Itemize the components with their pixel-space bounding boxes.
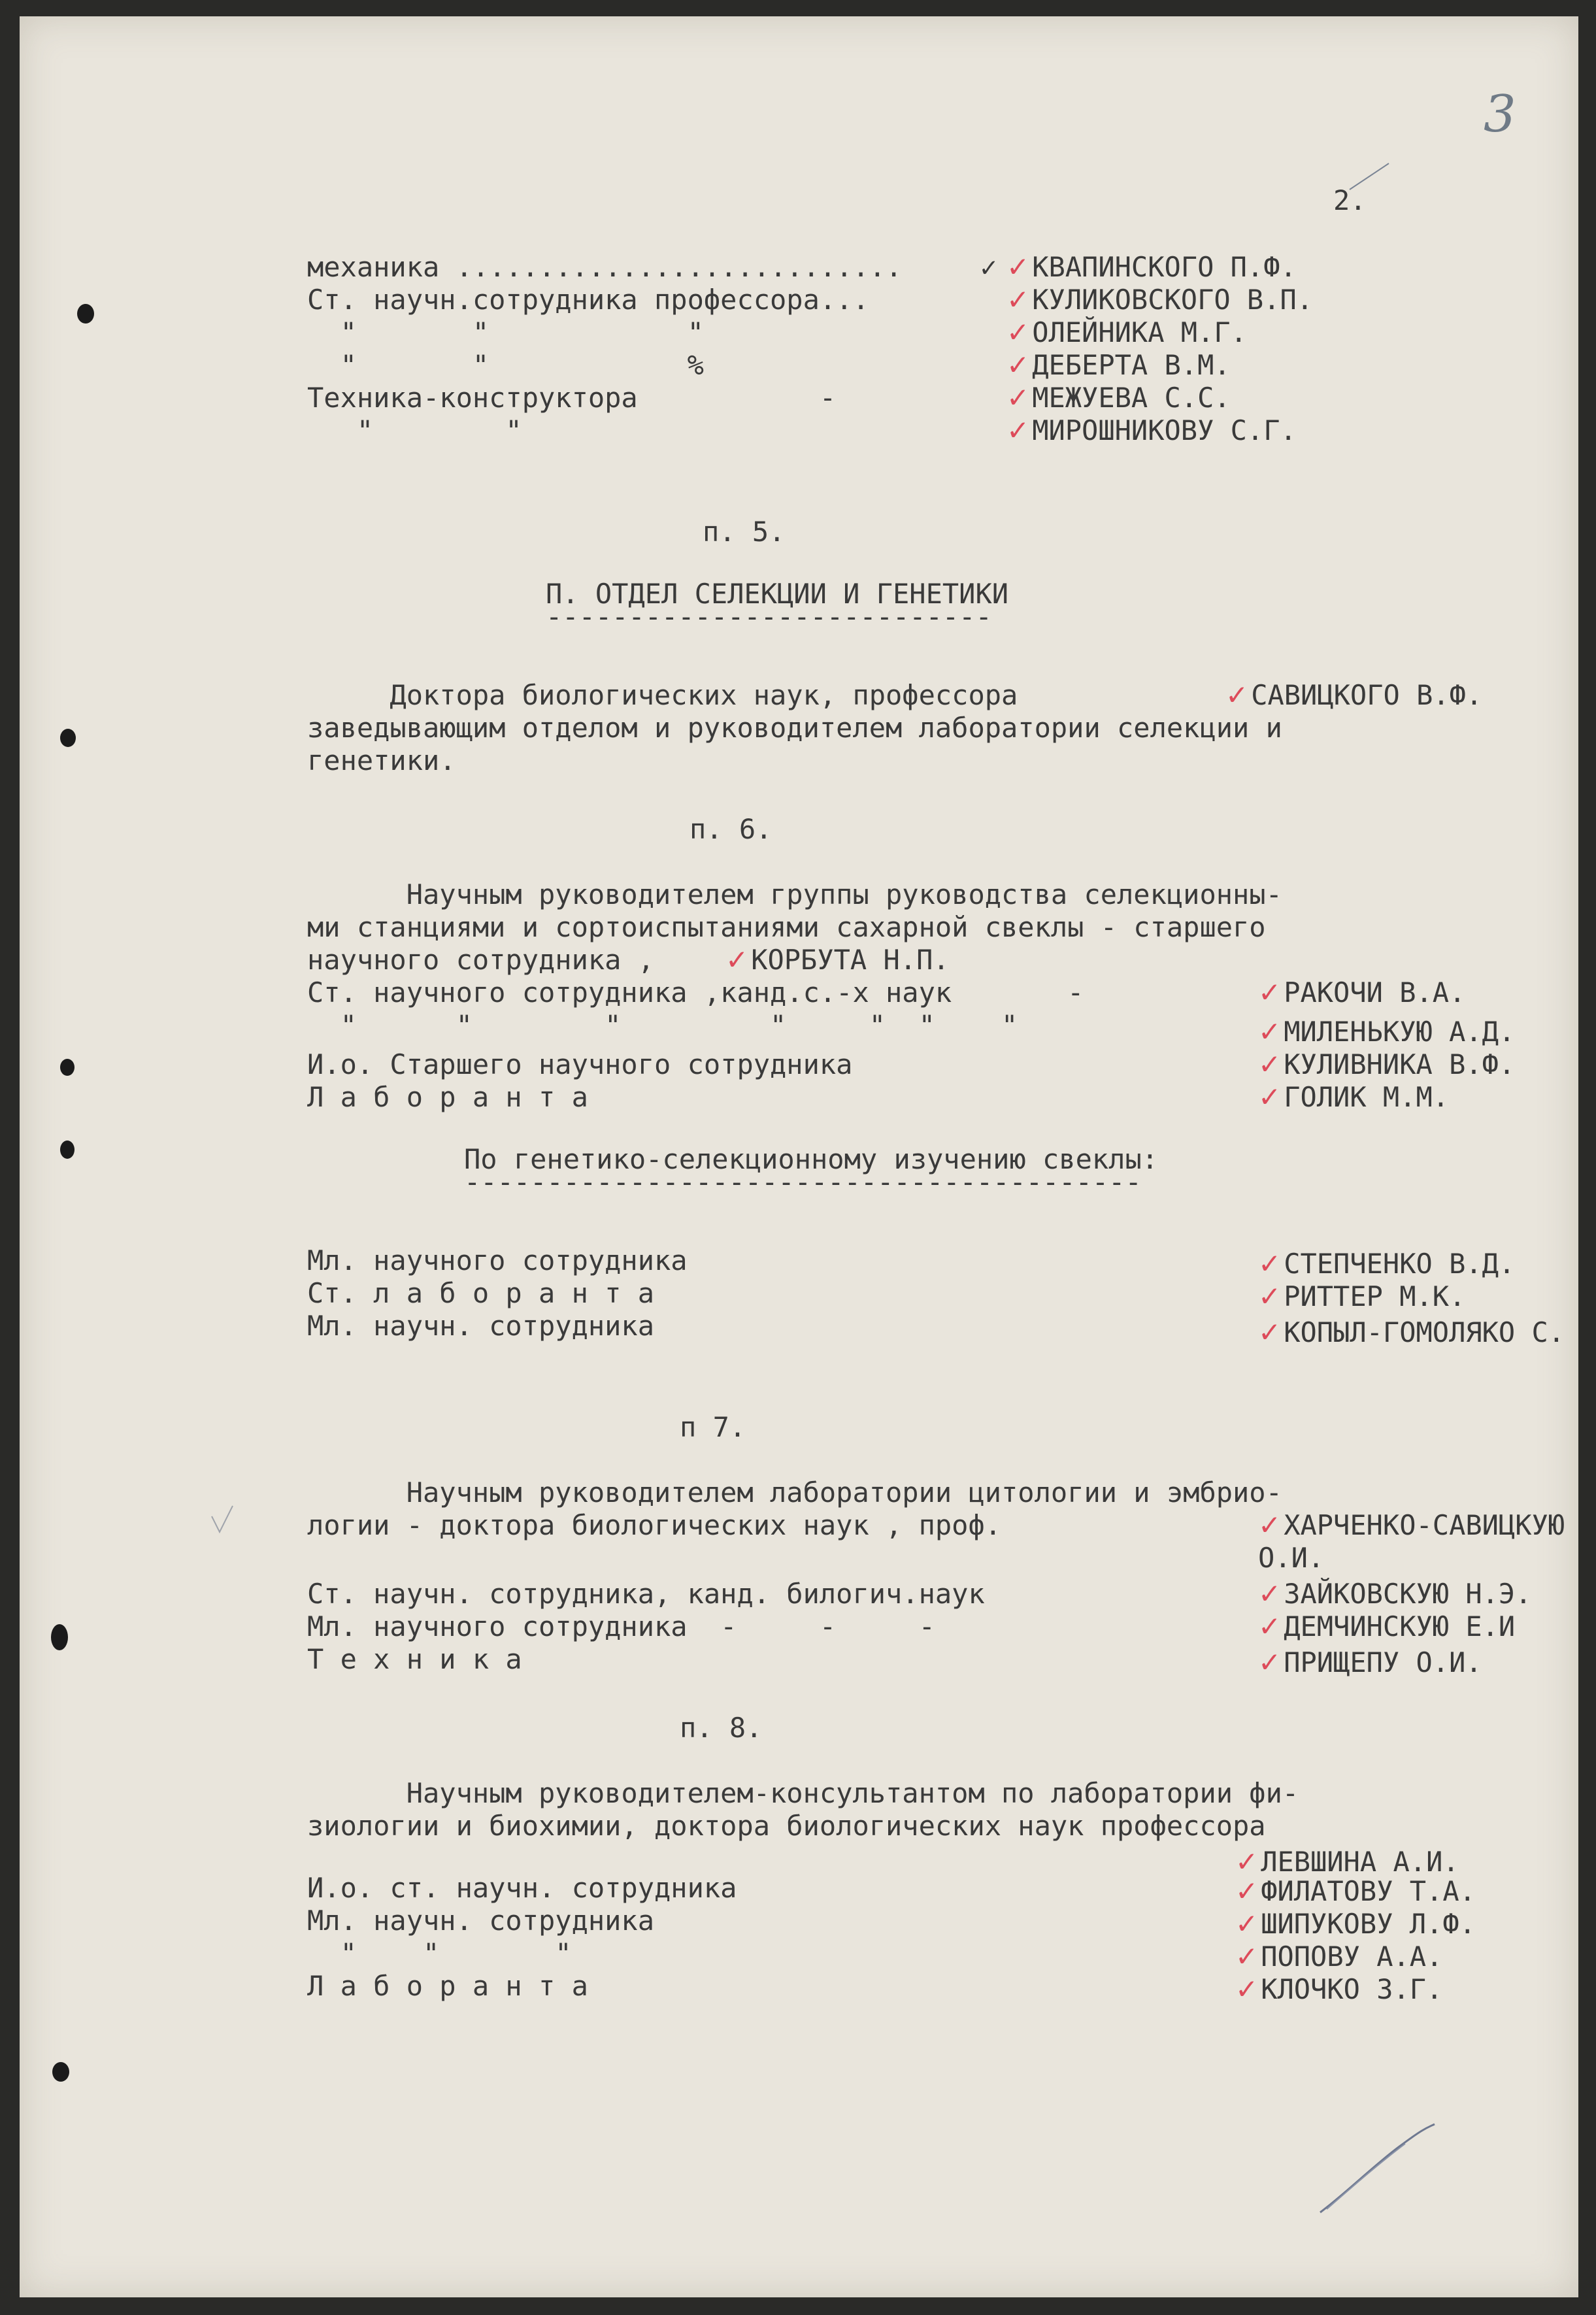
row-position: Мл. научного сотрудника <box>307 1244 688 1276</box>
row-name: ✓ОЛЕЙНИКА М.Г. <box>1006 316 1247 348</box>
binding-hole <box>77 304 94 324</box>
row-name: ✓ГОЛИК М.М. <box>1258 1081 1450 1113</box>
row-name: ✓ДЕБЕРТА В.М. <box>1006 349 1231 381</box>
body-text: генетики. <box>307 744 456 776</box>
row-name: ✓ШИПУКОВУ Л.Ф. <box>1235 1908 1476 1940</box>
binding-hole <box>51 1624 68 1650</box>
body-text: Научным руководителем группы руководства селекционны- <box>307 878 1282 910</box>
row-position: И.о. ст. научн. сотрудника <box>307 1872 737 1904</box>
check-mark-icon: ✓ <box>1258 1509 1282 1541</box>
check-mark-icon: ✓ <box>1258 1081 1282 1113</box>
check-mark-icon: ✓ <box>1006 414 1030 446</box>
page-number: 2. <box>1333 184 1367 216</box>
binding-hole <box>60 729 76 747</box>
row-name: ✓РИТТЕР М.К. <box>1258 1280 1466 1312</box>
check-mark-icon: ✓ <box>1235 1875 1259 1907</box>
row-position: Ст. научного сотрудника ,канд.с.-х наук - <box>307 976 1084 1008</box>
row-name: ✓ПОПОВУ А.А. <box>1235 1940 1443 1973</box>
check-mark-icon: ✓ <box>1258 1016 1282 1048</box>
row-name: ✓КОПЫЛ-ГОМОЛЯКО С. <box>1258 1316 1565 1348</box>
row-name: ✓МИЛЕНЬКУЮ А.Д. <box>1258 1016 1516 1048</box>
binding-hole <box>52 2062 69 2082</box>
body-text: научного сотрудника , <box>307 944 655 976</box>
row-position: механика ........................... <box>307 251 903 283</box>
pencil-mark-icon <box>1346 160 1392 193</box>
check-mark-icon: ✓ <box>1225 679 1249 711</box>
row-position: Л а б о р а н т а <box>307 1970 588 2002</box>
row-position: Мл. научн. сотрудника <box>307 1905 655 1937</box>
binding-hole <box>60 1141 75 1159</box>
body-text: Доктора биологических наук, профессора <box>307 679 1035 711</box>
check-mark-icon: ✓ <box>725 944 749 976</box>
sub-heading: По генетико-селекционному изучению свеклы: <box>464 1143 1159 1175</box>
check-mark-icon: ✓ <box>1258 1610 1282 1642</box>
row-name: ✓МИРОШНИКОВУ С.Г. <box>1006 414 1297 446</box>
check-mark-icon: ✓ <box>1235 1940 1259 1973</box>
row-position: " " " <box>307 316 704 348</box>
pencil-scribble-icon <box>1314 2121 1438 2219</box>
row-position: " " " " " " " <box>307 1009 1018 1041</box>
row-name: ✓КУЛИКОВСКОГО В.П. <box>1006 284 1314 316</box>
check-mark-icon: ✓ <box>1006 251 1030 283</box>
row-position: Техника-конструктора - <box>307 382 837 414</box>
archive-sheet-number: 3 <box>1484 85 1516 144</box>
row-position: Мл. научн. сотрудника <box>307 1310 655 1342</box>
person-name: ✓ЛЕВШИНА А.И. <box>1235 1846 1459 1878</box>
row-position: Т е х н и к а <box>307 1643 522 1675</box>
check-mark-icon: ✓ <box>1258 976 1282 1008</box>
document-page <box>20 16 1578 2297</box>
check-mark-icon: ✓ <box>1258 1578 1282 1610</box>
binding-hole <box>60 1059 75 1076</box>
title-underline: --------------------------- <box>546 601 992 633</box>
row-position: Л а б о р а н т а <box>307 1081 588 1113</box>
body-text: зиологии и биохимии, доктора биологических наук профессора <box>307 1810 1266 1842</box>
check-mark-icon: ✓ <box>1258 1248 1282 1280</box>
tick-icon: ✓ <box>980 251 997 283</box>
row-name: ✓КЛОЧКО З.Г. <box>1235 1973 1443 2005</box>
check-mark-icon: ✓ <box>1258 1316 1282 1348</box>
check-mark-icon: ✓ <box>1235 1973 1259 2005</box>
check-mark-icon: ✓ <box>1235 1908 1259 1940</box>
person-name: ✓САВИЦКОГО В.Ф. <box>1225 679 1483 711</box>
body-text: Научным руководителем лаборатории цитологии и эмбрио- <box>307 1476 1282 1508</box>
pencil-check-icon <box>209 1503 235 1536</box>
check-mark-icon: ✓ <box>1006 284 1030 316</box>
person-name: ✓ХАРЧЕНКО-САВИЦКУЮ <box>1258 1509 1565 1541</box>
body-text: заведывающим отделом и руководителем лаборатории селекции и <box>307 712 1282 744</box>
check-mark-icon: ✓ <box>1258 1646 1282 1678</box>
row-name: ✓ЗАЙКОВСКУЮ Н.Э. <box>1258 1578 1532 1610</box>
person-name: ✓КОРБУТА Н.П. <box>725 944 950 976</box>
check-mark-icon: ✓ <box>1235 1846 1259 1878</box>
person-name-cont: О.И. <box>1258 1542 1325 1574</box>
check-mark-icon: ✓ <box>1006 316 1030 348</box>
check-mark-icon: ✓ <box>1006 349 1030 381</box>
check-mark-icon: ✓ <box>1258 1280 1282 1312</box>
row-name: ✓РАКОЧИ В.А. <box>1258 976 1466 1008</box>
row-position: И.о. Старшего научного сотрудника <box>307 1048 853 1080</box>
check-mark-icon: ✓ <box>1006 382 1030 414</box>
row-name: ✓ДЕМЧИНСКУЮ Е.И <box>1258 1610 1516 1642</box>
row-position: Ст. научн.сотрудника профессора... <box>307 284 869 316</box>
row-name: ✓КВАПИНСКОГО П.Ф. <box>1006 251 1297 283</box>
row-name: ✓КУЛИВНИКА В.Ф. <box>1258 1048 1516 1080</box>
row-position: Ст. л а б о р а н т а <box>307 1277 655 1309</box>
body-text: Научным руководителем-консультантом по лаборатории фи- <box>307 1777 1299 1809</box>
row-position: Мл. научного сотрудника - - - <box>307 1610 935 1642</box>
row-position: " " % <box>307 349 704 381</box>
row-position: Ст. научн. сотрудника, канд. билогич.наук <box>307 1578 985 1610</box>
row-position: " " " <box>307 1937 572 1969</box>
section-heading: п. 5. <box>703 516 786 548</box>
row-name: ✓ПРИЩЕПУ О.И. <box>1258 1646 1482 1678</box>
section-heading: п 7. <box>680 1411 746 1443</box>
row-name: ✓МЕЖУЕВА С.С. <box>1006 382 1231 414</box>
check-mark-icon: ✓ <box>1258 1048 1282 1080</box>
row-name: ✓ФИЛАТОВУ Т.А. <box>1235 1875 1476 1907</box>
department-title: П. ОТДЕЛ СЕЛЕКЦИИ И ГЕНЕТИКИ <box>546 578 1009 610</box>
section-heading: п. 8. <box>680 1712 763 1744</box>
section-heading: п. 6. <box>690 813 773 845</box>
row-position: " " <box>307 414 522 446</box>
body-text: логии - доктора биологических наук , проф. <box>307 1509 1002 1541</box>
row-name: ✓СТЕПЧЕНКО В.Д. <box>1258 1248 1516 1280</box>
body-text: ми станциями и сортоиспытаниями сахарной свеклы - старшего <box>307 911 1266 943</box>
sub-heading-underline: ----------------------------------------- <box>464 1166 1142 1198</box>
